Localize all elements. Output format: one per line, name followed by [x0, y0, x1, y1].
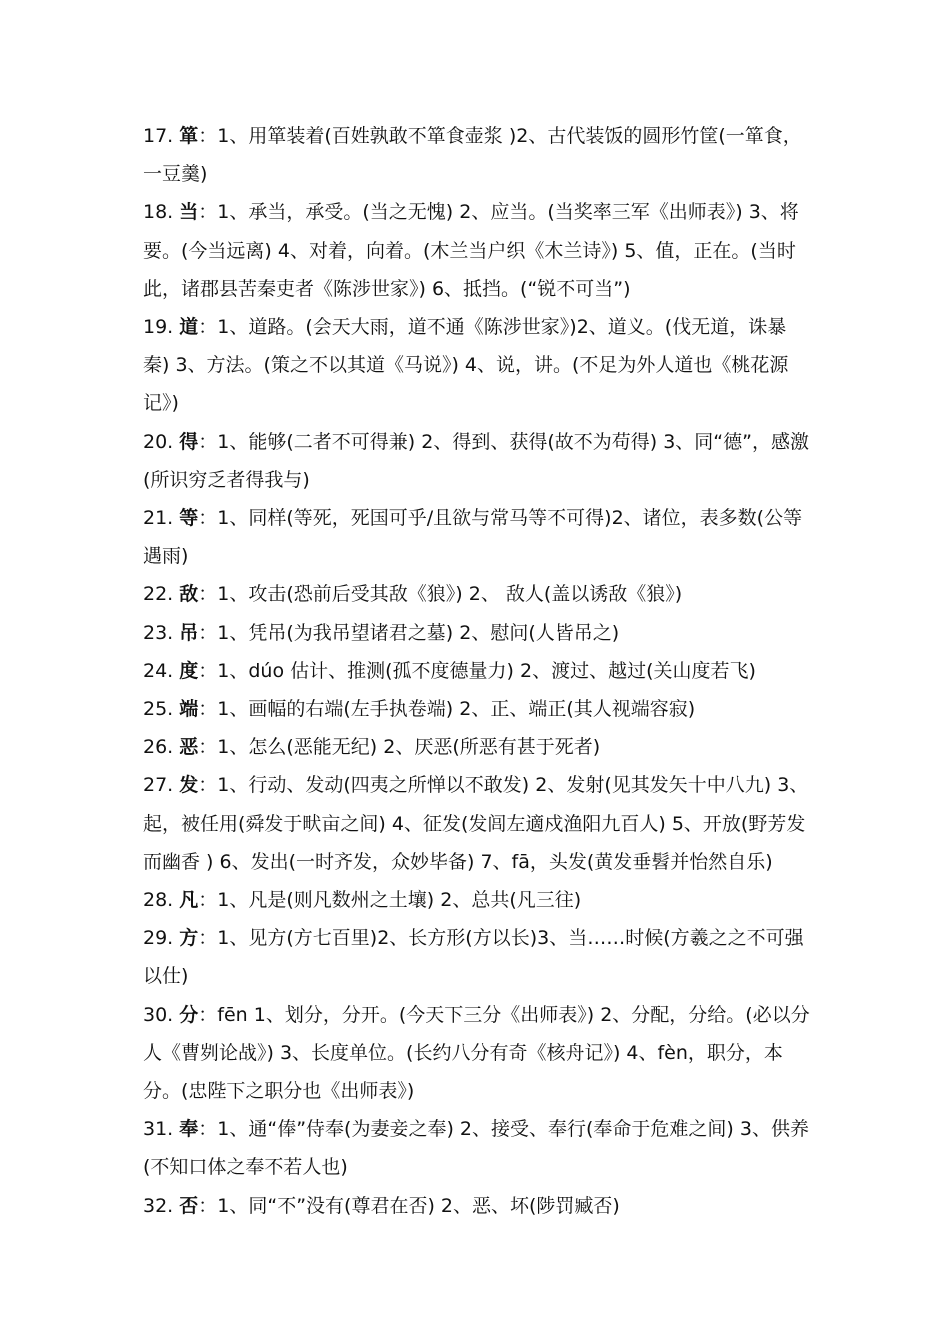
entry-definition: ：1、见方(方七百里)2、长方形(方以长)3、当……时候(方羲之之不可强以仕)	[143, 927, 804, 988]
entry-character: 道	[179, 316, 199, 339]
entry-number: 20.	[143, 430, 174, 453]
glossary-entry-31	[143, 1110, 811, 1186]
entry-number: 23.	[143, 621, 174, 644]
glossary-entry-17	[143, 117, 811, 193]
entry-number: 24.	[143, 659, 174, 682]
entry-number: 21.	[143, 507, 174, 530]
entry-character: 否	[179, 1194, 199, 1217]
glossary-entry-25	[143, 690, 811, 728]
entry-definition: ：1、行动、发动(四夷之所惮以不敢发) 2、发射(见其发矢十中八九) 3、起，被任用(舜发于畎亩之间) 4、征发(发闾左適戍渔阳九百人) 5、开放(野芳发而幽香 ) 6、发出(一时齐发，众妙毕备) 7、fā，头发(黄发垂髫并怡然自乐)	[143, 774, 809, 873]
entry-number: 30.	[143, 1003, 174, 1026]
entry-definition: ：1、画幅的右端(左手执卷端) 2、正、端正(其人视端容寂)	[198, 698, 696, 721]
entry-character: 得	[179, 430, 199, 453]
glossary-list	[143, 117, 811, 1225]
entry-character: 等	[179, 507, 199, 530]
entry-character: 分	[179, 1003, 199, 1026]
glossary-entry-18	[143, 193, 811, 308]
entry-character: 方	[179, 927, 199, 950]
glossary-entry-20	[143, 423, 811, 499]
glossary-entry-27	[143, 766, 811, 881]
entry-number: 22.	[143, 583, 174, 606]
glossary-entry-23	[143, 614, 811, 652]
entry-number: 27.	[143, 774, 174, 797]
entry-definition: ：1、同样(等死，死国可乎/且欲与常马等不可得)2、诸位，表多数(公等遇雨)	[143, 507, 803, 568]
entry-character: 箪	[179, 125, 199, 147]
entry-definition: ：1、通“俸”侍奉(为妻妾之奉) 2、接受、奉行(奉命于危难之间) 3、供养(不知口体之奉不若人也)	[143, 1118, 809, 1179]
glossary-entry-29	[143, 919, 811, 995]
glossary-entry-19	[143, 308, 811, 423]
entry-character: 发	[179, 774, 199, 797]
entry-character: 端	[179, 698, 199, 721]
entry-number: 25.	[143, 698, 174, 721]
entry-character: 敌	[179, 583, 199, 606]
entry-definition: ：1、凭吊(为我吊望诸君之墓) 2、慰问(人皆吊之)	[198, 621, 620, 644]
entry-character: 凡	[179, 889, 199, 912]
entry-character: 度	[179, 659, 199, 682]
entry-number: 26.	[143, 736, 174, 759]
entry-character: 当	[179, 201, 199, 224]
entry-definition: ：1、攻击(恐前后受其敌《狼》) 2、 敌人(盖以诱敌《狼》)	[198, 583, 683, 606]
entry-definition: ：1、能够(二者不可得兼) 2、得到、获得(故不为苟得) 3、同“德”，感激(所识穷乏者得我与)	[143, 430, 809, 491]
entry-definition: ：fēn 1、划分，分开。(今天下三分《出师表》) 2、分配，分给。(必以分人《曹刿论战》) 3、长度单位。(长约八分有奇《核舟记》) 4、fèn，职分，本分。(忠陛下之职分也《出师表》)	[143, 1003, 810, 1103]
entry-character: 吊	[179, 621, 199, 644]
glossary-entry-32	[143, 1187, 811, 1225]
entry-number: 31.	[143, 1118, 174, 1141]
entry-definition: ：1、道路。(会天大雨，道不通《陈涉世家》)2、道义。(伐无道，诛暴秦) 3、方法。(策之不以其道《马说》) 4、说，讲。(不足为外人道也《桃花源记》)	[143, 316, 789, 415]
glossary-entry-24	[143, 652, 811, 690]
glossary-entry-22	[143, 575, 811, 613]
entry-number: 19.	[143, 316, 174, 339]
glossary-entry-28	[143, 881, 811, 919]
entry-character: 奉	[179, 1118, 199, 1141]
entry-number: 29.	[143, 927, 174, 950]
entry-definition: ：1、同“不”没有(尊君在否) 2、恶、坏(陟罚臧否)	[198, 1194, 620, 1217]
entry-definition: ：1、dúo 估计、推测(孤不度德量力) 2、渡过、越过(关山度若飞)	[198, 659, 756, 682]
entry-definition: ：1、用箪装着(百姓孰敢不箪食壶浆 )2、古代装饭的圆形竹筐(一箪食，一豆羹)	[143, 125, 802, 186]
entry-definition: ：1、承当，承受。(当之无愧) 2、应当。(当奖率三军《出师表》) 3、将要。(今当远离) 4、对着，向着。(木兰当户织《木兰诗》) 5、值，正在。(当时此，诸郡县苦秦吏者《陈涉世家》) 6、抵挡。(“锐不可当”)	[143, 201, 799, 300]
entry-number: 28.	[143, 889, 174, 912]
entry-definition: ：1、怎么(恶能无纪) 2、厌恶(所恶有甚于死者)	[198, 736, 601, 759]
entry-number: 17.	[143, 125, 174, 147]
glossary-entry-21	[143, 499, 811, 575]
glossary-entry-26	[143, 728, 811, 766]
entry-character: 恶	[179, 736, 199, 759]
entry-number: 18.	[143, 201, 174, 224]
glossary-entry-30	[143, 996, 811, 1111]
entry-number: 32.	[143, 1194, 174, 1217]
entry-definition: ：1、凡是(则凡数州之土壤) 2、总共(凡三往)	[198, 889, 582, 912]
